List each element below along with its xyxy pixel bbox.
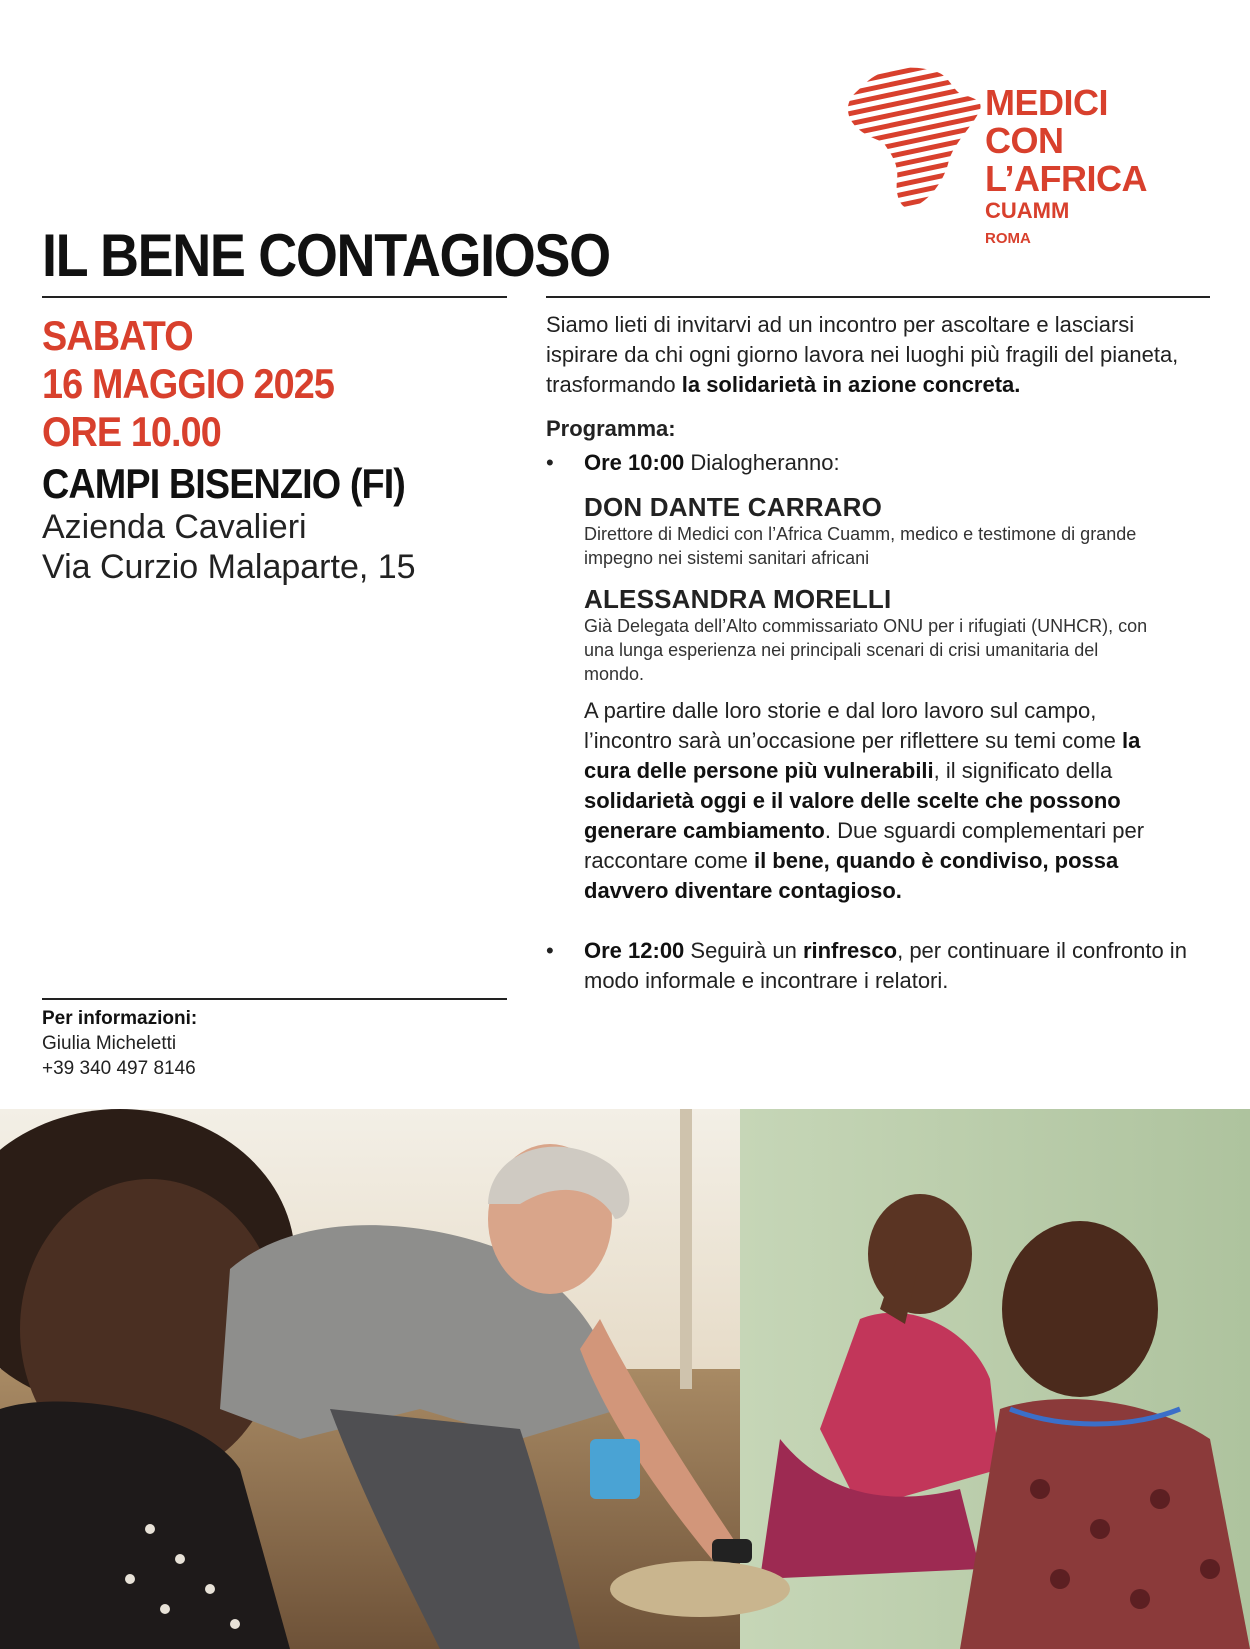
venue-address: Via Curzio Malaparte, 15 [42, 548, 416, 586]
item-2-text-1: Seguirà un [684, 938, 803, 963]
event-city: CAMPI BISENZIO (FI) [42, 460, 405, 507]
event-datetime [42, 312, 334, 456]
info-divider [42, 998, 507, 1000]
event-time: ORE 10.00 [42, 408, 221, 455]
desc-bold-1: la cura delle persone più vulnerabili [584, 728, 1141, 783]
venue-name: Azienda Cavalieri [42, 508, 307, 546]
program-description [584, 696, 1184, 906]
speaker-2-name: ALESSANDRA MORELLI [584, 584, 892, 614]
program-item-2 [546, 936, 1206, 996]
bullet-dot: • [546, 450, 554, 475]
program-item-2-time: Ore 12:00 [584, 938, 685, 963]
africa-logo-icon [845, 64, 985, 214]
page-title: IL BENE CONTAGIOSO [42, 222, 610, 289]
desc-text-1: A partire dalle loro storie e dal loro lavoro sul campo, l’incontro sarà un’occasione per riflettere su temi come [584, 698, 1123, 753]
speaker-1-desc: Direttore di Medici con l’Africa Cuamm, medico e testimone di grande impegno nei sistemi sanitari africani [584, 524, 1137, 568]
program-item-1 [546, 448, 1206, 906]
speaker-1-name: DON DANTE CARRARO [584, 492, 883, 522]
logo-line-2: CON L’AFRICA [985, 120, 1147, 199]
title-divider-left [42, 296, 507, 298]
desc-text-3: . Due sguardi complementari per raccontare come [584, 818, 1145, 873]
desc-text-2: , il significato della [933, 758, 1113, 783]
people-photo-illustration [0, 1109, 1250, 1649]
item-2-bold: rinfresco [802, 938, 898, 963]
event-venue [42, 507, 416, 587]
event-photo [0, 1109, 1250, 1649]
item-2-text-2: , per continuare il confronto in modo informale e incontrare i relatori. [584, 938, 1187, 993]
contact-info [42, 1006, 197, 1081]
bullet-dot: • [546, 938, 554, 963]
program-item-1-text: Dialogheranno: [684, 450, 840, 475]
event-date: 16 MAGGIO 2025 [42, 360, 335, 407]
speaker-2-desc: Già Delegata dell’Alto commissariato ONU per i rifugiati (UNHCR), con una lunga esperienza nei principali scenari di crisi umanitaria del mondo. [584, 616, 1148, 684]
desc-bold-2: solidarietà oggi e il valore delle scelte che possono generare cambiamento [584, 788, 1121, 843]
intro-bold: la solidarietà in azione concreta. [681, 372, 1021, 397]
contact-name: Giulia Micheletti [42, 1033, 177, 1054]
cuamm-logo [845, 64, 1215, 247]
intro-text: Siamo lieti di invitarvi ad un incontro per ascoltare e lasciarsi ispirare da chi ogni giorno lavora nei luoghi più fragili del pianeta, trasformando [546, 312, 1179, 397]
logo-line-4: ROMA [985, 230, 1031, 247]
title-divider-right [546, 296, 1210, 298]
event-description [546, 310, 1206, 996]
logo-line-3: CUAMM [985, 198, 1070, 223]
logo-line-1: MEDICI [985, 82, 1108, 123]
logo-wordmark [985, 84, 1215, 250]
event-day: SABATO [42, 312, 193, 359]
info-label: Per informazioni: [42, 1008, 198, 1029]
program-item-1-time: Ore 10:00 [584, 450, 685, 475]
contact-phone: +39 340 497 8146 [42, 1058, 196, 1079]
desc-bold-3: il bene, quando è condiviso, possa davvero diventare contagioso. [584, 848, 1119, 903]
intro-paragraph [546, 310, 1206, 400]
program-label: Programma: [546, 416, 676, 441]
